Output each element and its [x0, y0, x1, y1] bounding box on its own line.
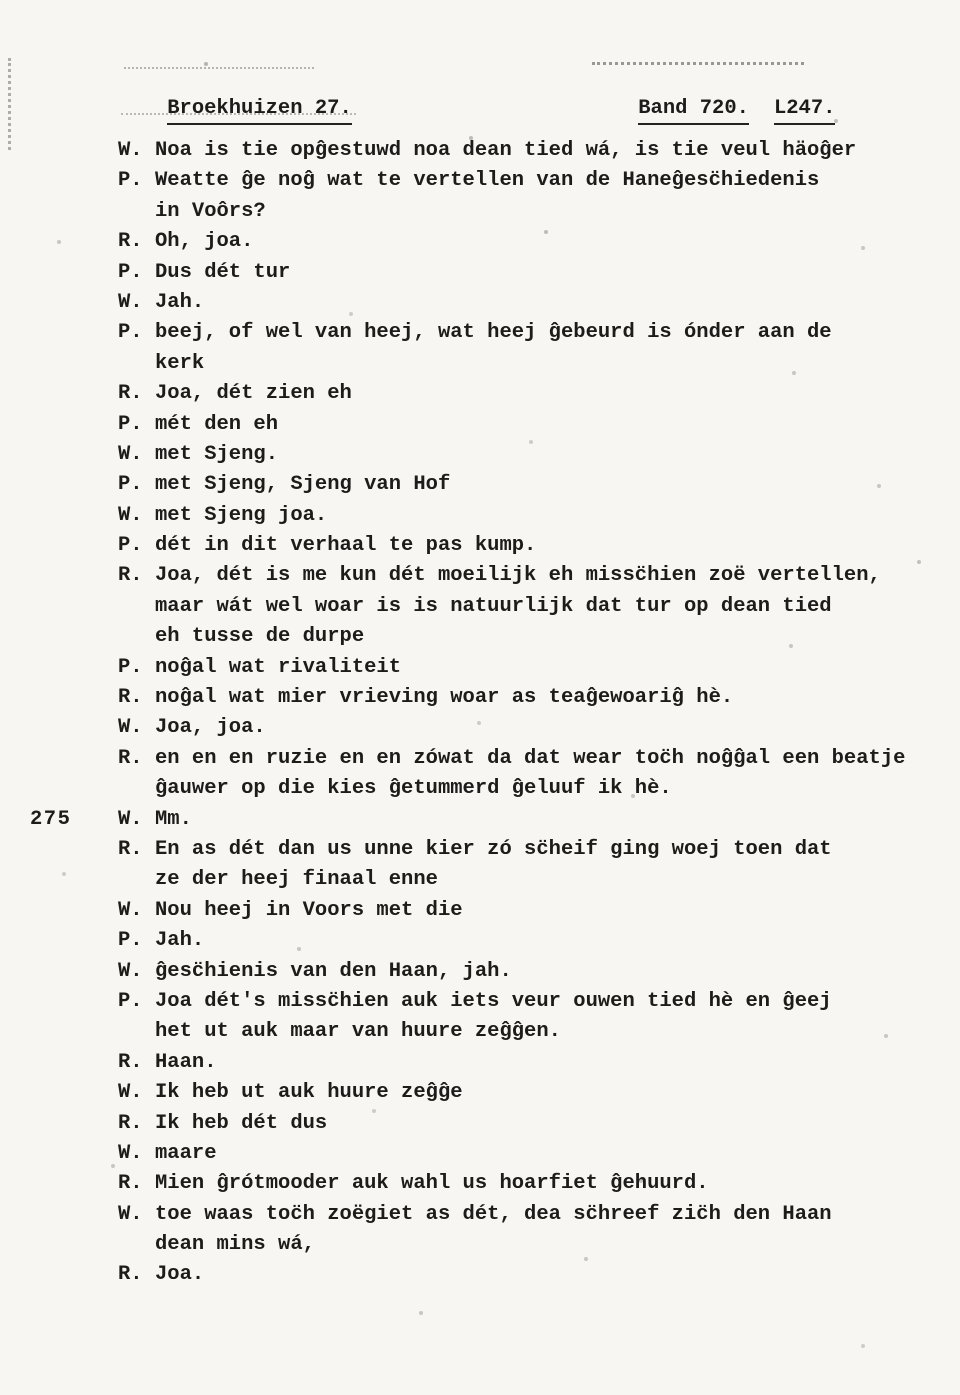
transcript-line [0, 1169, 960, 1199]
transcript-line [0, 865, 960, 895]
transcript-line [0, 713, 960, 743]
speaker-label: P. [118, 929, 143, 953]
transcript-line [0, 1017, 960, 1047]
transcript-line [0, 1048, 960, 1078]
speaker-label: R. [118, 382, 143, 406]
transcript-line [0, 501, 960, 531]
speaker-label: R. [118, 686, 143, 710]
transcript-line [0, 379, 960, 409]
speaker-label: R. [118, 230, 143, 254]
transcript-line [0, 561, 960, 591]
speaker-label: W. [118, 807, 143, 831]
speaker-label: W. [118, 139, 143, 162]
speaker-label: W. [118, 959, 143, 983]
line-text: ĝauwer op die kies ĝetummerd ĝeluuf ik hè. [155, 777, 672, 801]
speaker-label: P. [118, 989, 143, 1013]
line-text: Joa, joa. [155, 716, 266, 740]
speaker-label: R. [118, 564, 143, 588]
line-text: Noa is tie opĝestuwd noa dean tied wá, is tie veul häoĝer [155, 139, 857, 162]
transcript-line [0, 318, 960, 348]
line-text: Joa. [155, 1263, 205, 1287]
speaker-label: P. [118, 655, 143, 679]
line-text: Ik heb dét dus [155, 1111, 328, 1135]
transcript-line [0, 774, 960, 804]
speaker-label: W. [118, 1081, 143, 1105]
line-text: mét den eh [155, 412, 279, 436]
line-text: Joa, dét is me kun dét moeilijk eh missc̈hien zoë vertellen, [155, 564, 881, 588]
speaker-label: R. [118, 1263, 143, 1287]
speaker-label: W. [118, 1141, 143, 1165]
transcript-line [0, 683, 960, 713]
speaker-label: R. [118, 746, 143, 770]
line-text: Nou heej in Voors met die [155, 898, 463, 922]
line-text: beej, of wel van heej, wat heej ĝebeurd is ónder aan de [155, 321, 832, 345]
speaker-label: P. [118, 534, 143, 558]
transcript-line [0, 896, 960, 926]
transcript-line [0, 1109, 960, 1139]
transcript-line [0, 349, 960, 379]
line-text: in Voôrs? [155, 199, 266, 223]
transcript-line [0, 197, 960, 227]
line-text: Oh, joa. [155, 230, 254, 254]
scan-noise-speckles [0, 0, 2, 2]
transcript-line [0, 744, 960, 774]
speaker-label: R. [118, 837, 143, 861]
line-text: kerk [155, 351, 205, 375]
transcript-line [0, 957, 960, 987]
transcript-line [0, 136, 960, 166]
transcript-line [0, 805, 960, 835]
line-text: Joa, dét zien eh [155, 382, 352, 406]
speaker-label: R. [118, 1172, 143, 1196]
line-text: maare [155, 1141, 217, 1165]
transcript-line [0, 531, 960, 561]
band-number-label: Band 720. [638, 97, 749, 125]
speaker-label: R. [118, 1111, 143, 1135]
line-text: Dus dét tur [155, 260, 291, 284]
line-text: met Sjeng, Sjeng van Hof [155, 473, 451, 497]
speaker-label: W. [118, 716, 143, 740]
transcript-line [0, 258, 960, 288]
scan-noise-dotted-row [124, 67, 314, 69]
line-text: Mm. [155, 807, 192, 831]
transcript-line [0, 288, 960, 318]
line-text: met Sjeng joa. [155, 503, 328, 527]
line-text: eh tusse de durpe [155, 625, 365, 649]
speaker-label: W. [118, 1202, 143, 1226]
line-text: Haan. [155, 1050, 217, 1074]
speaker-label: P. [118, 260, 143, 284]
line-text: Joa dét's missc̈hien auk iets veur ouwen tied hè en ĝeej [155, 989, 832, 1013]
line-text: Jah. [155, 290, 205, 314]
transcript-line [0, 653, 960, 683]
transcript-line [0, 987, 960, 1017]
transcript-line [0, 1200, 960, 1230]
line-text: maar wát wel woar is is natuurlijk dat tur op dean tied [155, 594, 832, 618]
speaker-label: W. [118, 442, 143, 466]
scan-noise-dotted-row [592, 62, 804, 65]
line-text: toe waas toc̈h zoëgiet as dét, dea sc̈hreef zic̈h den Haan [155, 1202, 832, 1226]
line-text: ĝesc̈hienis van den Haan, jah. [155, 959, 512, 983]
transcript-line [0, 1230, 960, 1260]
line-text: Weatte ĝe noĝ wat te vertellen van de Haneĝesc̈hiedenis [155, 169, 820, 193]
speaker-label: P. [118, 412, 143, 436]
line-text: Jah. [155, 929, 205, 953]
transcript-line [0, 835, 960, 865]
line-text: Ik heb ut auk huure zeĝĝe [155, 1081, 463, 1105]
margin-line-number: 275 [30, 807, 72, 831]
transcript-line [0, 440, 960, 470]
speaker-label: W. [118, 503, 143, 527]
transcript-line [0, 622, 960, 652]
transcript-line [0, 1078, 960, 1108]
line-text: dét in dit verhaal te pas kump. [155, 534, 537, 558]
line-text: Mien ĝrótmooder auk wahl us hoarfiet ĝehuurd. [155, 1172, 709, 1196]
line-text: het ut auk maar van huure zeĝĝen. [155, 1020, 561, 1044]
speaker-label: P. [118, 473, 143, 497]
transcript [0, 136, 960, 1291]
transcript-line [0, 1139, 960, 1169]
speaker-label: R. [118, 1050, 143, 1074]
transcript-line [0, 1260, 960, 1290]
line-text: ze der heej finaal enne [155, 868, 438, 892]
speaker-label: W. [118, 290, 143, 314]
line-text: noĝal wat rivaliteit [155, 655, 402, 679]
line-text: en en en ruzie en en zówat da dat wear toc̈h noĝĝal een beatje [155, 746, 906, 770]
speaker-label: W. [118, 898, 143, 922]
transcript-line [0, 592, 960, 622]
line-text: En as dét dan us unne kier zó sc̈heif ging woej toen dat [155, 837, 832, 861]
transcript-line [0, 227, 960, 257]
line-text: dean mins wá, [155, 1233, 315, 1257]
line-text: noĝal wat mier vrieving woar as teaĝewoariĝ hè. [155, 686, 734, 710]
speaker-label: P. [118, 169, 143, 193]
document-title: Broekhuizen 27. [167, 97, 352, 125]
transcript-line [0, 410, 960, 440]
transcript-line [0, 926, 960, 956]
line-text: met Sjeng. [155, 442, 279, 466]
speaker-label: P. [118, 321, 143, 345]
location-code-label: L247. [774, 97, 836, 125]
transcript-line [0, 470, 960, 500]
transcript-line [0, 166, 960, 196]
